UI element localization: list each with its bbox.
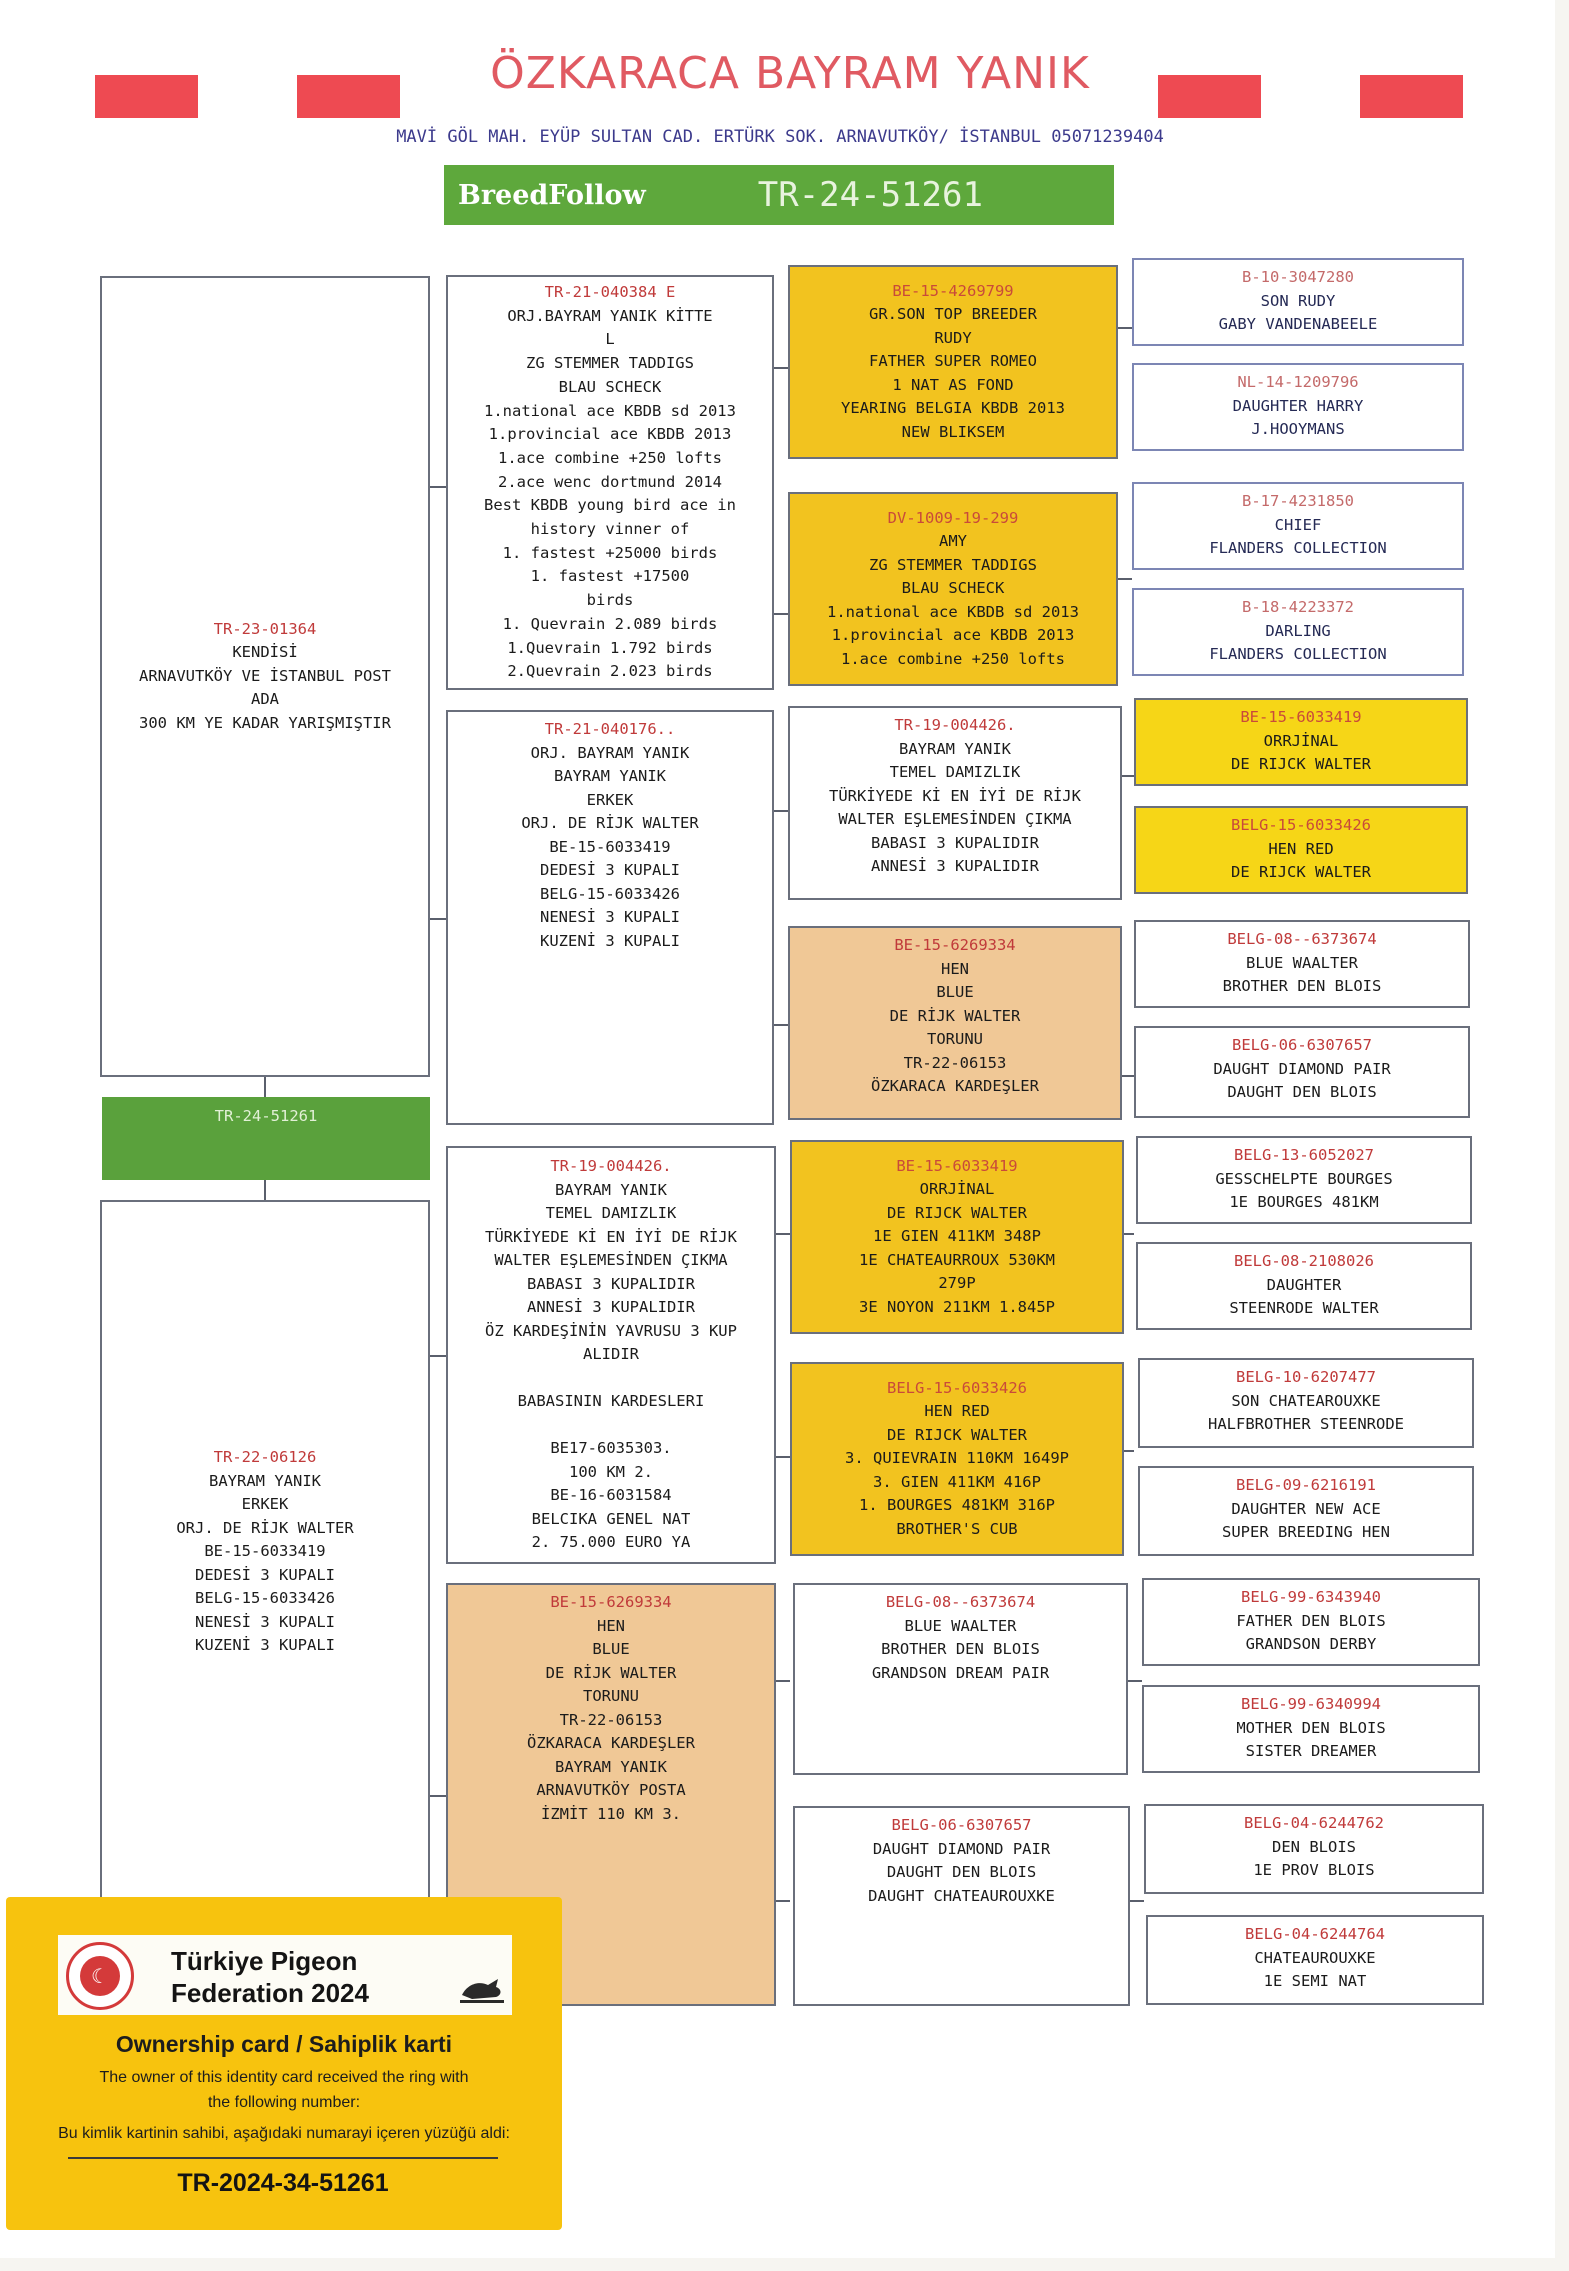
ring-number: BELG-06-6307657 — [891, 1816, 1032, 1834]
pedigree-line: NEW BLIKSEM — [901, 422, 1005, 441]
pedigree-line: SON CHATEAROUXKE — [1231, 1391, 1381, 1410]
gen4-box — [1142, 1578, 1480, 1666]
pedigree-line: BLUE WAALTER — [1246, 953, 1358, 972]
pedigree-line: 279P — [938, 1274, 976, 1293]
pedigree-line: İZMİT 110 KM 3. — [541, 1804, 681, 1823]
gen4-box — [1134, 920, 1470, 1008]
pedigree-line: BABASI 3 KUPALIDIR — [527, 1274, 695, 1293]
pedigree-line: CHIEF — [1274, 515, 1322, 534]
ownership-text — [26, 2065, 542, 2146]
pigeon-icon — [458, 1973, 506, 2005]
gen4-box — [1132, 588, 1464, 676]
subject-ring: TR-24-51261 — [214, 1107, 318, 1125]
connector — [430, 486, 446, 488]
ring-number: TR-19-004426. — [550, 1157, 672, 1176]
pedigree-line: NENESİ 3 KUPALI — [540, 908, 680, 926]
connector — [774, 810, 788, 812]
breeder-title: ÖZKARACA BAYRAM YANIK — [490, 48, 1090, 99]
gen4-box — [1136, 1136, 1472, 1224]
gen4-box — [1146, 1915, 1484, 2005]
text-line: The owner of this identity card received the ring with — [99, 2069, 469, 2086]
pedigree-line: DE RIJCK WALTER — [1231, 755, 1371, 773]
ring-number: BE-15-6033419 — [1240, 708, 1362, 726]
connector — [264, 1180, 266, 1200]
pedigree-line: DEN BLOIS — [1272, 1837, 1356, 1856]
ownership-heading: Ownership card / Sahiplik karti — [115, 2031, 453, 2057]
pedigree-line: DAUGHT DIAMOND PAIR — [872, 1839, 1051, 1858]
pedigree-line: DARLING — [1265, 621, 1331, 640]
ring-number: BELG-09-6216191 — [1236, 1476, 1376, 1494]
pedigree-line: J.HOOYMANS — [1251, 420, 1345, 438]
pedigree-line: 2. 75.000 EURO YA — [531, 1533, 691, 1552]
pedigree-line: BABASININ KARDESLERI — [517, 1392, 705, 1411]
pedigree-line: 1. fastest +25000 birds — [502, 543, 718, 562]
pedigree-line: BAYRAM YANIK — [899, 739, 1011, 758]
pedigree-line: FLANDERS COLLECTION — [1209, 539, 1387, 557]
pedigree-line: 1.Quevrain 1.792 birds — [507, 638, 713, 657]
ring-number: TR-19-004426. — [894, 716, 1016, 734]
ring-number: BE-15-6269334 — [550, 1593, 672, 1611]
pedigree-line: 1.ace combine +250 lofts — [498, 448, 722, 467]
ring-number: BELG-04-6244764 — [1245, 1925, 1385, 1943]
pedigree-line: 1.national ace KBDB sd 2013 — [484, 401, 736, 420]
connector — [1118, 578, 1132, 580]
ring-number: BELG-06-6307657 — [1232, 1036, 1372, 1054]
pedigree-line: 1E PROV BLOIS — [1253, 1861, 1375, 1879]
ring-number: DV-1009-19-299 — [887, 508, 1019, 527]
ring-number: BELG-13-6052027 — [1234, 1146, 1374, 1164]
pedigree-line: WALTER EŞLEMESİNDEN ÇIKMA — [494, 1251, 728, 1270]
connector — [774, 613, 788, 615]
pedigree-line: DE RIJCK WALTER — [1231, 863, 1371, 881]
pedigree-line: DE RIJCK WALTER — [887, 1203, 1027, 1222]
pedigree-line: TEMEL DAMIZLIK — [545, 1204, 677, 1223]
pedigree-line: FATHER SUPER ROMEO — [869, 352, 1037, 371]
pedigree-line: BAYRAM YANIK — [209, 1471, 321, 1490]
pedigree-line: ORJ. BAYRAM YANIK — [530, 743, 690, 762]
gen3-box — [788, 706, 1122, 900]
ring-number: BELG-08--6373674 — [1227, 930, 1377, 948]
ring-number: BELG-08-2108026 — [1234, 1252, 1374, 1270]
pedigree-line: history vinner of — [530, 520, 690, 539]
connector — [1120, 1075, 1134, 1077]
ring-number: BELG-15-6033426 — [887, 1378, 1027, 1397]
pedigree-line: BLUE — [592, 1640, 630, 1658]
pedigree-line: KUZENİ 3 KUPALI — [195, 1636, 335, 1655]
pedigree-line: ORJ.BAYRAM YANIK KİTTE — [507, 306, 713, 325]
ring-number: TR-22-06126 — [213, 1448, 317, 1467]
pedigree-line: DEDESİ 3 KUPALI — [540, 861, 680, 879]
pedigree-line: 1. fastest +17500 — [530, 567, 690, 586]
pedigree-line: BAYRAM YANIK — [554, 767, 666, 785]
pedigree-line: ANNESİ 3 KUPALIDIR — [527, 1298, 695, 1317]
pedigree-line: BELCIKA GENEL NAT — [531, 1509, 691, 1528]
ring-number: B-17-4231850 — [1242, 492, 1354, 510]
pedigree-line: SON RUDY — [1260, 291, 1336, 310]
gen4-box — [1132, 363, 1464, 451]
gen3-box — [793, 1806, 1130, 2006]
pedigree-line: TEMEL DAMIZLIK — [889, 763, 1021, 781]
pedigree-line: GESSCHELPTE BOURGES — [1215, 1169, 1393, 1188]
ring-number: BELG-10-6207477 — [1236, 1368, 1376, 1386]
pedigree-line: ERKEK — [586, 790, 634, 809]
pedigree-line: CHATEAUROUXKE — [1254, 1948, 1376, 1967]
pedigree-line: DAUGHT DIAMOND PAIR — [1213, 1059, 1391, 1078]
pedigree-line: TR-22-06153 — [559, 1710, 663, 1729]
pedigree-line: KUZENİ 3 KUPALI — [540, 931, 680, 950]
pedigree-line: SUPER BREEDING HEN — [1222, 1523, 1390, 1541]
pedigree-line: TORUNU — [927, 1030, 983, 1048]
pedigree-line: FLANDERS COLLECTION — [1209, 645, 1387, 663]
pedigree-line: ORRJİNAL — [919, 1180, 995, 1199]
pedigree-line: TORUNU — [583, 1687, 639, 1705]
dam-box — [100, 1200, 430, 1904]
pedigree-line: ADA — [251, 690, 279, 709]
pedigree-line — [606, 1367, 615, 1391]
federation-line: Türkiye Pigeon — [171, 1946, 358, 1976]
ring-number: BE-15-4269799 — [892, 281, 1014, 300]
subject-ring-box — [102, 1097, 430, 1180]
pedigree-line: GRANDSON DREAM PAIR — [871, 1663, 1050, 1682]
pedigree-line: ARNAVUTKÖY POSTA — [536, 1781, 686, 1799]
pedigree-line: ORRJİNAL — [1263, 731, 1339, 750]
sire-sire-box — [446, 275, 774, 690]
pedigree-line: 1E CHATEAURROUX 530KM — [859, 1250, 1055, 1269]
gen3-box — [790, 1362, 1124, 1556]
pedigree-line: DAUGHT DEN BLOIS — [1227, 1083, 1377, 1101]
pedigree-line — [606, 1414, 615, 1438]
pedigree-line: 1E GIEN 411KM 348P — [873, 1227, 1041, 1246]
ring-number: TR-23-01364 — [213, 619, 317, 638]
pedigree-line: BELG-15-6033426 — [195, 1589, 335, 1608]
pedigree-line: DAUGHTER NEW ACE — [1231, 1499, 1381, 1518]
connector — [430, 1795, 446, 1797]
ring-number: BELG-04-6244762 — [1244, 1814, 1384, 1832]
pedigree-line: BLAU SCHECK — [558, 377, 662, 396]
pedigree-line: BLUE WAALTER — [904, 1616, 1017, 1635]
pedigree-line: 1E BOURGES 481KM — [1229, 1193, 1379, 1211]
pedigree-line: BROTHER DEN BLOIS — [1222, 977, 1382, 995]
pedigree-line: 3E NOYON 211KM 1.845P — [859, 1297, 1055, 1316]
ring-number: BELG-99-6340994 — [1241, 1695, 1381, 1713]
crescent-star-icon: ☾ — [80, 1956, 120, 1996]
pedigree-line: HEN — [941, 959, 969, 978]
sire-dam-box — [446, 710, 774, 1125]
pedigree-line: KENDİSİ — [232, 643, 298, 662]
pedigree-line: BAYRAM YANIK — [555, 1180, 667, 1199]
ring-number: BELG-08--6373674 — [885, 1593, 1036, 1611]
connector — [1130, 1900, 1144, 1902]
gen3-box — [788, 492, 1118, 686]
text-line: the following number: — [207, 2094, 361, 2111]
header-red-block — [95, 75, 198, 118]
pedigree-line: BAYRAM YANIK — [555, 1757, 667, 1776]
pedigree-line: BE17-6035303. — [550, 1439, 672, 1458]
pedigree-line: TR-22-06153 — [903, 1053, 1007, 1072]
pedigree-line: HEN RED — [1268, 839, 1334, 858]
connector — [776, 1680, 790, 1682]
pedigree-line: TÜRKİYEDE Kİ EN İYİ DE RİJK — [485, 1227, 737, 1246]
banner-ring-number: TR-24-51261 — [757, 175, 983, 215]
pedigree-line: SISTER DREAMER — [1245, 1742, 1377, 1760]
ring-number: TR-21-040384 E — [544, 283, 676, 302]
pedigree-line: BROTHER'S CUB — [896, 1519, 1018, 1538]
pedigree-line: GR.SON TOP BREEDER — [869, 305, 1037, 324]
pedigree-line: RUDY — [934, 328, 972, 347]
gen3-box — [788, 926, 1122, 1120]
pedigree-line: 1.provincial ace KBDB 2013 — [488, 425, 732, 444]
gen4-box — [1138, 1466, 1474, 1556]
pedigree-line: ZG STEMMER TADDIGS — [526, 354, 694, 373]
breeder-address: MAVİ GÖL MAH. EYÜP SULTAN CAD. ERTÜRK SOK. ARNAVUTKÖY/ İSTANBUL 05071239404 — [396, 127, 1164, 147]
gen4-box — [1144, 1804, 1484, 1894]
dam-sire-box — [446, 1146, 776, 1564]
gen4-box — [1132, 258, 1464, 346]
pedigree-line: 1. BOURGES 481KM 316P — [859, 1496, 1055, 1515]
pedigree-line: 1E SEMI NAT — [1263, 1972, 1367, 1990]
pedigree-line: 1.ace combine +250 lofts — [841, 649, 1065, 668]
pedigree-line: HALFBROTHER STEENRODE — [1208, 1415, 1404, 1433]
pedigree-line: 300 KM YE KADAR YARIŞMIŞTIR — [139, 713, 391, 732]
pedigree-line: DAUGHT DEN BLOIS — [886, 1863, 1037, 1881]
pedigree-line: 1. Quevrain 2.089 birds — [502, 614, 718, 633]
pedigree-line: BLUE — [936, 983, 974, 1001]
ownership-card — [6, 1897, 562, 2230]
gen4-box — [1138, 1358, 1474, 1448]
header-red-block — [1360, 75, 1463, 118]
gen3-box — [790, 1140, 1124, 1334]
federation-line: Federation 2024 — [171, 1978, 369, 2008]
pedigree-line: ANNESİ 3 KUPALIDIR — [871, 857, 1039, 875]
connector — [430, 918, 446, 920]
connector — [776, 1233, 790, 1235]
pedigree-line: NENESİ 3 KUPALI — [195, 1612, 335, 1631]
pedigree-line: AMY — [939, 532, 967, 551]
pedigree-line: YEARING BELGIA KBDB 2013 — [841, 399, 1065, 418]
ring-number: B-10-3047280 — [1242, 268, 1354, 286]
card-ring-number: TR-2024-34-51261 — [68, 2157, 498, 2198]
pedigree-line: HEN RED — [924, 1402, 990, 1421]
gen4-box — [1134, 1026, 1470, 1118]
pedigree-line: BLAU SCHECK — [901, 579, 1005, 598]
pedigree-line: BE-16-6031584 — [550, 1486, 672, 1505]
pedigree-line: 2.ace wenc dortmund 2014 — [498, 472, 722, 491]
connector — [776, 1900, 790, 1902]
pedigree-line: 3. GIEN 411KM 416P — [873, 1472, 1041, 1491]
pedigree-line: MOTHER DEN BLOIS — [1236, 1718, 1386, 1737]
pedigree-line: birds — [586, 591, 634, 610]
pedigree-line: HEN — [597, 1616, 625, 1635]
connector — [1118, 327, 1132, 329]
pedigree-line: 1 NAT AS FOND — [892, 375, 1014, 394]
pedigree-line: WALTER EŞLEMESİNDEN ÇIKMA — [838, 810, 1072, 828]
pedigree-line: GABY VANDENABEELE — [1218, 315, 1378, 333]
connector — [774, 1024, 788, 1026]
pedigree-line: 1.provincial ace KBDB 2013 — [831, 626, 1075, 645]
gen4-box — [1136, 1242, 1472, 1330]
pedigree-line: 1.national ace KBDB sd 2013 — [827, 602, 1079, 621]
pedigree-line: FATHER DEN BLOIS — [1236, 1611, 1386, 1630]
connector — [1128, 1680, 1142, 1682]
pedigree-line: DEDESİ 3 KUPALI — [195, 1565, 335, 1584]
pedigree-line: ARNAVUTKÖY VE İSTANBUL POST — [139, 666, 391, 685]
connector — [264, 1077, 266, 1097]
connector — [430, 1355, 446, 1357]
pedigree-line: 2.Quevrain 2.023 birds — [507, 662, 713, 681]
ring-number: NL-14-1209796 — [1237, 373, 1359, 391]
pedigree-line: ÖZKARACA KARDEŞLER — [527, 1734, 695, 1752]
pedigree-line: ERKEK — [241, 1495, 289, 1514]
pedigree-line: 100 KM 2. — [569, 1462, 653, 1481]
pedigree-line: ALIDIR — [583, 1345, 639, 1364]
pedigree-line: DAUGHTER HARRY — [1232, 396, 1364, 415]
ring-number: TR-21-040176.. — [544, 720, 676, 738]
gen4-box — [1142, 1685, 1480, 1773]
pedigree-line: Best KBDB young bird ace in — [484, 496, 736, 515]
ring-number: BE-15-6033419 — [896, 1156, 1018, 1175]
gen3-box — [793, 1583, 1128, 1775]
pedigree-line: ZG STEMMER TADDIGS — [869, 555, 1037, 574]
pedigree-line: BELG-15-6033426 — [540, 884, 680, 903]
ring-number: BE-15-6269334 — [894, 936, 1016, 954]
sire-box — [100, 276, 430, 1077]
pedigree-line: DE RIJCK WALTER — [887, 1425, 1027, 1444]
gen4-box — [1134, 698, 1468, 786]
pedigree-line: ÖZ KARDEŞİNİN YAVRUSU 3 KUP — [485, 1321, 737, 1340]
pedigree-line: STEENRODE WALTER — [1229, 1299, 1379, 1317]
gen4-box — [1134, 806, 1468, 894]
pedigree-line: L — [605, 330, 615, 349]
pedigree-line: DAUGHT CHATEAUROUXKE — [868, 1886, 1055, 1905]
brand-label: BreedFollow — [458, 179, 646, 211]
pedigree-line: DE RİJK WALTER — [889, 1006, 1021, 1025]
connector — [1120, 775, 1134, 777]
gen3-box — [788, 265, 1118, 459]
pedigree-line: BE-15-6033419 — [549, 837, 671, 856]
pedigree-line: ORJ. DE RİJK WALTER — [521, 814, 699, 832]
connector — [776, 1456, 790, 1458]
breedfollow-banner — [444, 165, 1114, 225]
gen4-box — [1132, 482, 1464, 570]
ring-number: BELG-99-6343940 — [1241, 1588, 1381, 1606]
pedigree-line: DE RİJK WALTER — [545, 1663, 677, 1682]
pedigree-line: 3. QUIEVRAIN 110KM 1649P — [845, 1449, 1069, 1468]
pedigree-line: BROTHER DEN BLOIS — [881, 1640, 1040, 1658]
pedigree-line: ORJ. DE RİJK WALTER — [176, 1518, 354, 1537]
text-line: Bu kimlik kartinin sahibi, aşağıdaki numarayi içeren yüzüğü aldi: — [58, 2125, 510, 2142]
ring-number: BELG-15-6033426 — [1231, 816, 1371, 834]
federation-emblem-icon — [66, 1942, 134, 2010]
pedigree-line: TÜRKİYEDE Kİ EN İYİ DE RİJK — [829, 786, 1081, 805]
pedigree-line: BE-15-6033419 — [204, 1542, 326, 1561]
pedigree-line: DAUGHTER — [1266, 1275, 1342, 1294]
pedigree-line: GRANDSON DERBY — [1245, 1635, 1377, 1653]
pedigree-line: ÖZKARACA KARDEŞLER — [871, 1077, 1039, 1095]
ring-number: B-18-4223372 — [1242, 598, 1354, 616]
connector — [774, 367, 788, 369]
pedigree-line: BABASI 3 KUPALIDIR — [871, 833, 1039, 852]
federation-name — [171, 1945, 369, 2009]
